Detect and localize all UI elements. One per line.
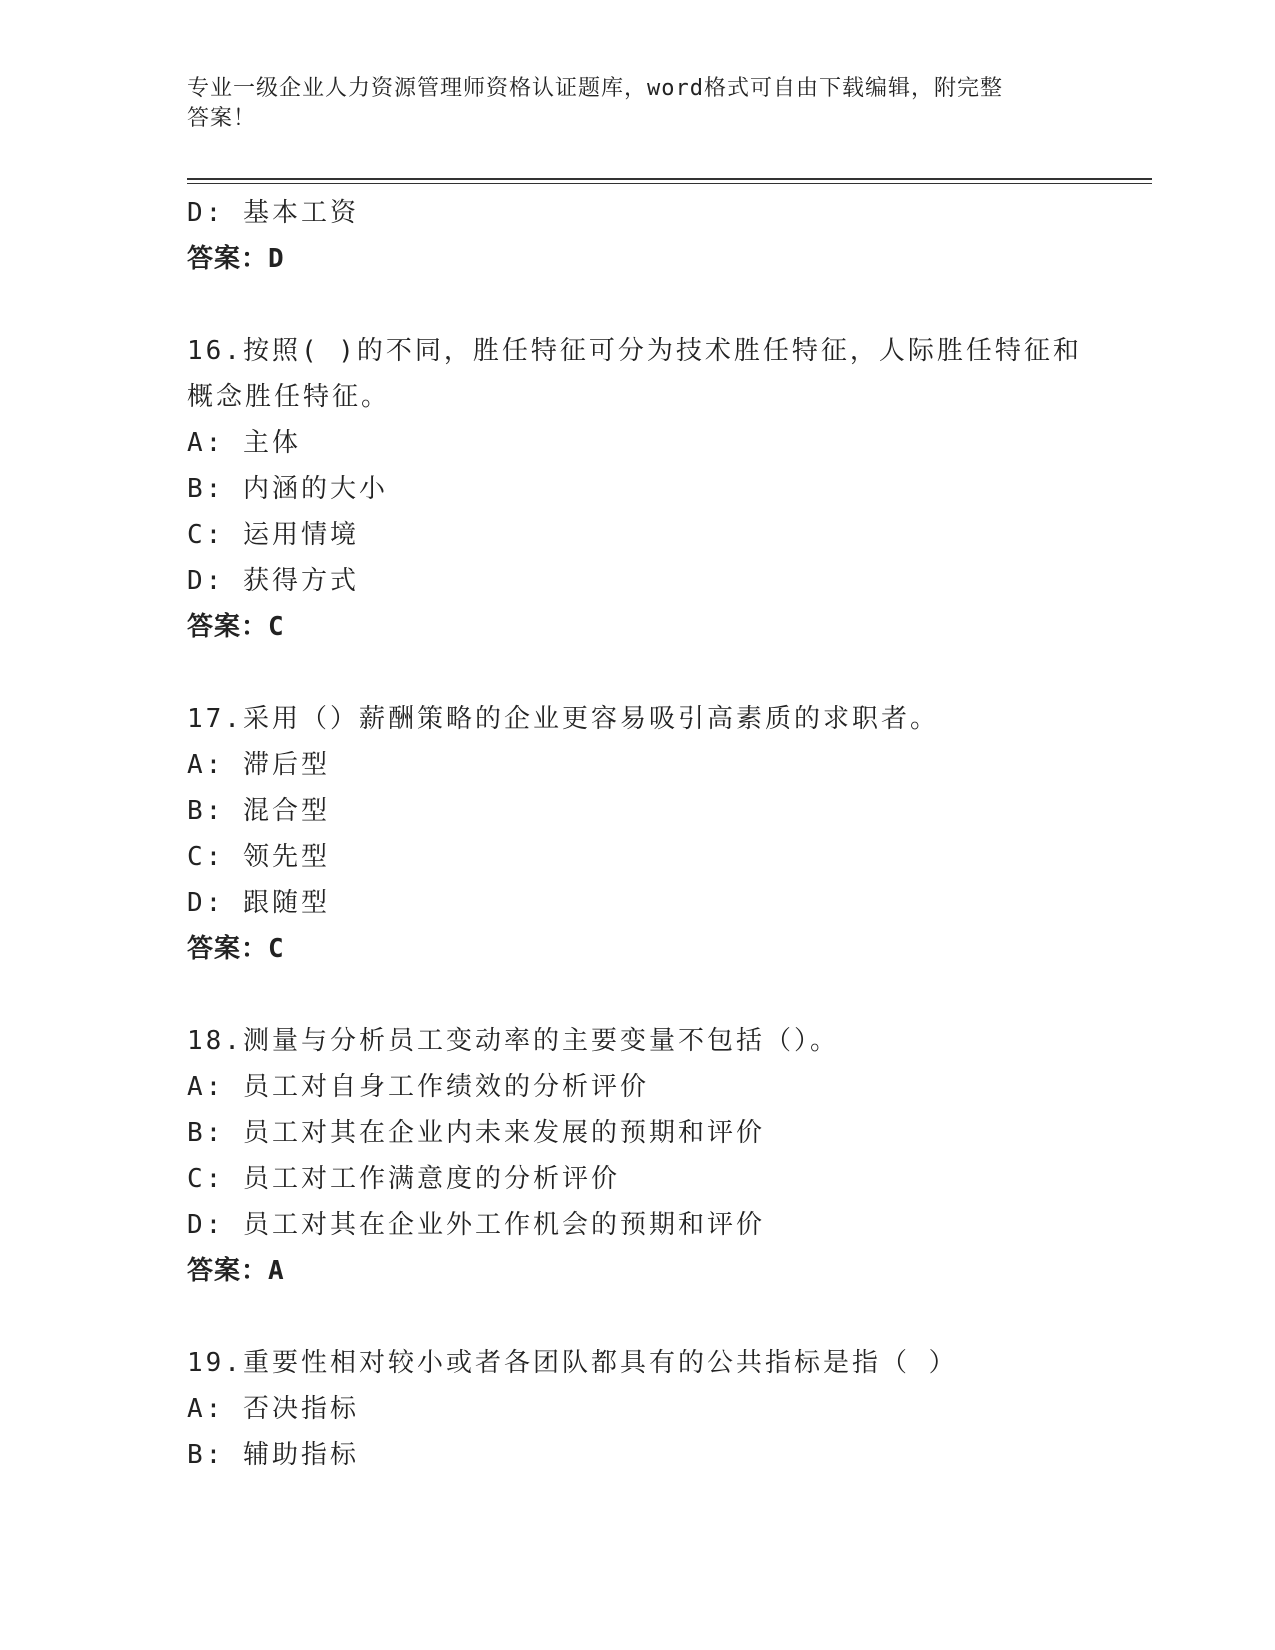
answer: 答案：D	[187, 244, 285, 274]
question-18	[187, 1018, 1087, 1294]
option-d: D: 基本工资	[187, 198, 359, 228]
option-c: C: 员工对工作满意度的分析评价	[187, 1164, 620, 1194]
spacer	[187, 1294, 1087, 1340]
option-d: D: 员工对其在企业外工作机会的预期和评价	[187, 1210, 765, 1240]
option-a: A: 否决指标	[187, 1394, 359, 1424]
option-a: A: 员工对自身工作绩效的分析评价	[187, 1072, 649, 1102]
option-b: B: 辅助指标	[187, 1440, 359, 1470]
question-stem-continued: 概念胜任特征。	[187, 382, 391, 412]
question-16	[187, 328, 1087, 650]
spacer	[187, 650, 1087, 696]
answer: 答案：C	[187, 612, 285, 642]
header-divider	[187, 178, 1152, 184]
answer: 答案：C	[187, 934, 285, 964]
option-c: C: 运用情境	[187, 520, 359, 550]
option-b: B: 混合型	[187, 796, 330, 826]
option-d: D: 获得方式	[187, 566, 359, 596]
header-title-line-2: 答案！	[187, 106, 257, 131]
option-b: B: 员工对其在企业内未来发展的预期和评价	[187, 1118, 765, 1148]
option-a: A: 主体	[187, 428, 301, 458]
question-stem: 19.重要性相对较小或者各团队都具有的公共指标是指（ ）	[187, 1348, 958, 1378]
question-stem: 18.测量与分析员工变动率的主要变量不包括（）。	[187, 1026, 839, 1056]
question-19	[187, 1340, 1087, 1478]
option-a: A: 滞后型	[187, 750, 330, 780]
page-header	[187, 74, 1067, 134]
spacer	[187, 282, 1087, 328]
header-title-line-1: 专业一级企业人力资源管理师资格认证题库，word格式可自由下载编辑，附完整	[187, 76, 1003, 101]
question-17	[187, 696, 1087, 972]
question-stem: 17.采用（）薪酬策略的企业更容易吸引高素质的求职者。	[187, 704, 939, 734]
question-stem: 16.按照( )的不同，胜任特征可分为技术胜任特征，人际胜任特征和	[187, 336, 1082, 366]
option-d: D: 跟随型	[187, 888, 330, 918]
question-list	[187, 190, 1087, 1478]
spacer	[187, 972, 1087, 1018]
option-b: B: 内涵的大小	[187, 474, 388, 504]
option-c: C: 领先型	[187, 842, 330, 872]
answer: 答案：A	[187, 1256, 285, 1286]
